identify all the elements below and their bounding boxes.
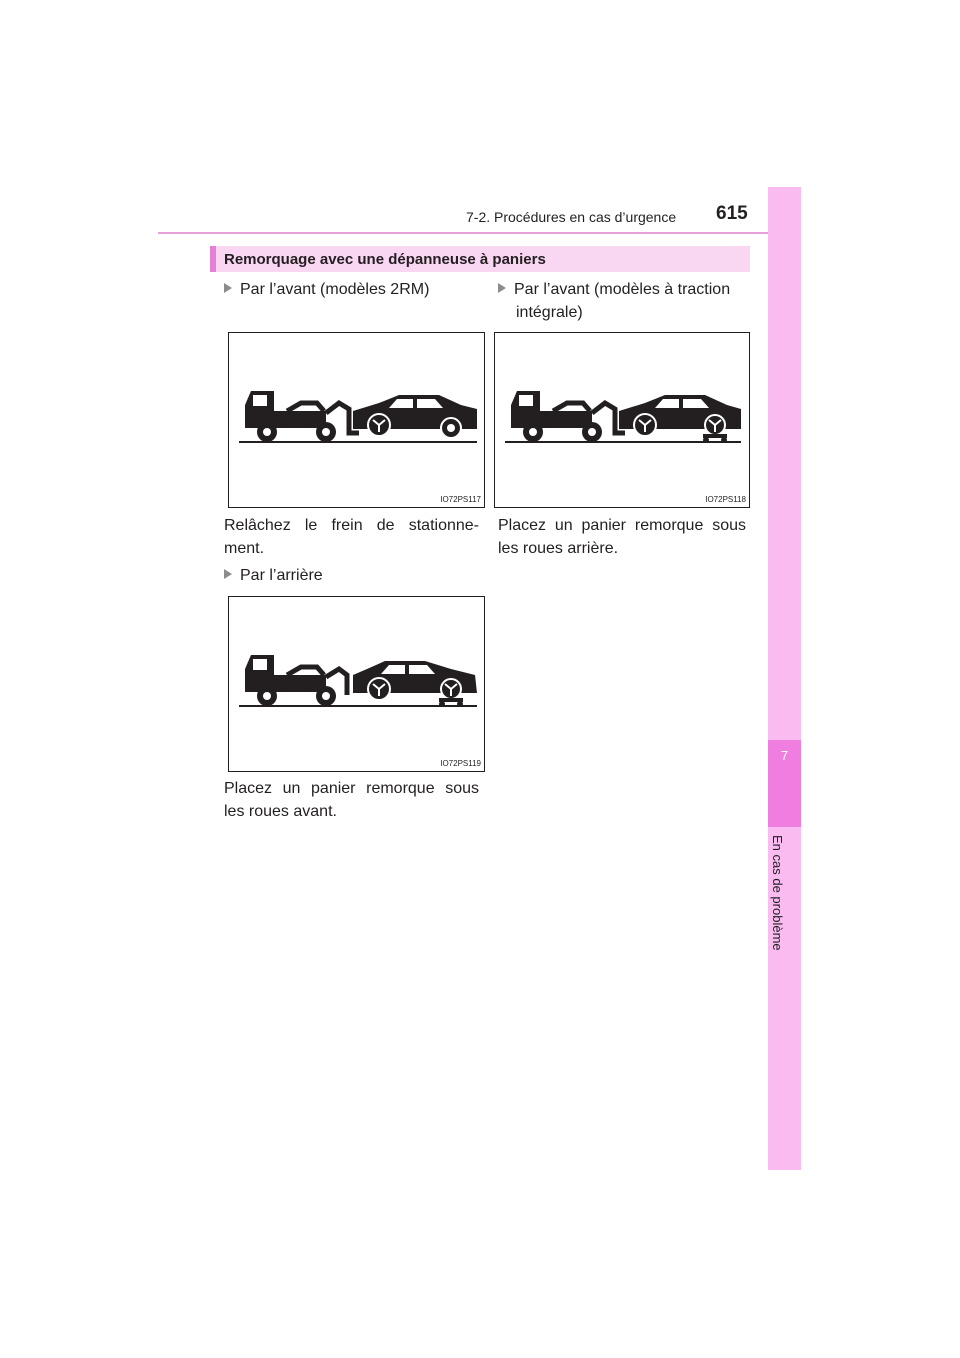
tow-truck-front-tow-dolly-illustration (495, 333, 749, 507)
bullet-triangle-icon (224, 569, 232, 579)
item-caption-front-2wd: Relâchez le frein de stationne-ment. (224, 517, 479, 557)
figure-front-4wd (494, 332, 750, 508)
chapter-number: 7 (780, 748, 789, 763)
tow-truck-front-tow-illustration (229, 333, 484, 507)
bullet-triangle-icon (498, 283, 506, 293)
item-heading-front-2wd: Par l’avant (modèles 2RM) (224, 278, 484, 301)
page-number: 615 (716, 203, 748, 224)
tow-truck-rear-tow-dolly-illustration (229, 597, 484, 771)
bullet-triangle-icon (224, 283, 232, 293)
item-caption-rear: Placez un panier remorque sous les roues avant. (224, 780, 479, 820)
item-heading-front-4wd: Par l’avant (modèles à traction intégrale) (498, 278, 750, 324)
header-divider (158, 232, 800, 234)
item-caption-front-4wd: Placez un panier remorque sous les roues arrière. (498, 517, 746, 557)
figure-code: IO72PS117 (440, 495, 481, 504)
figure-front-2wd (228, 332, 485, 508)
chapter-side-tab (768, 187, 801, 1170)
section-title: Remorquage avec une dépanneuse à paniers (224, 251, 546, 268)
running-header-section: 7-2. Procédures en cas d’urgence (466, 209, 677, 225)
chapter-title: En cas de problème (770, 835, 785, 951)
figure-code: IO72PS119 (440, 759, 481, 768)
figure-code: IO72PS118 (705, 495, 746, 504)
item-heading-rear: Par l’arrière (224, 564, 484, 587)
figure-rear (228, 596, 485, 772)
